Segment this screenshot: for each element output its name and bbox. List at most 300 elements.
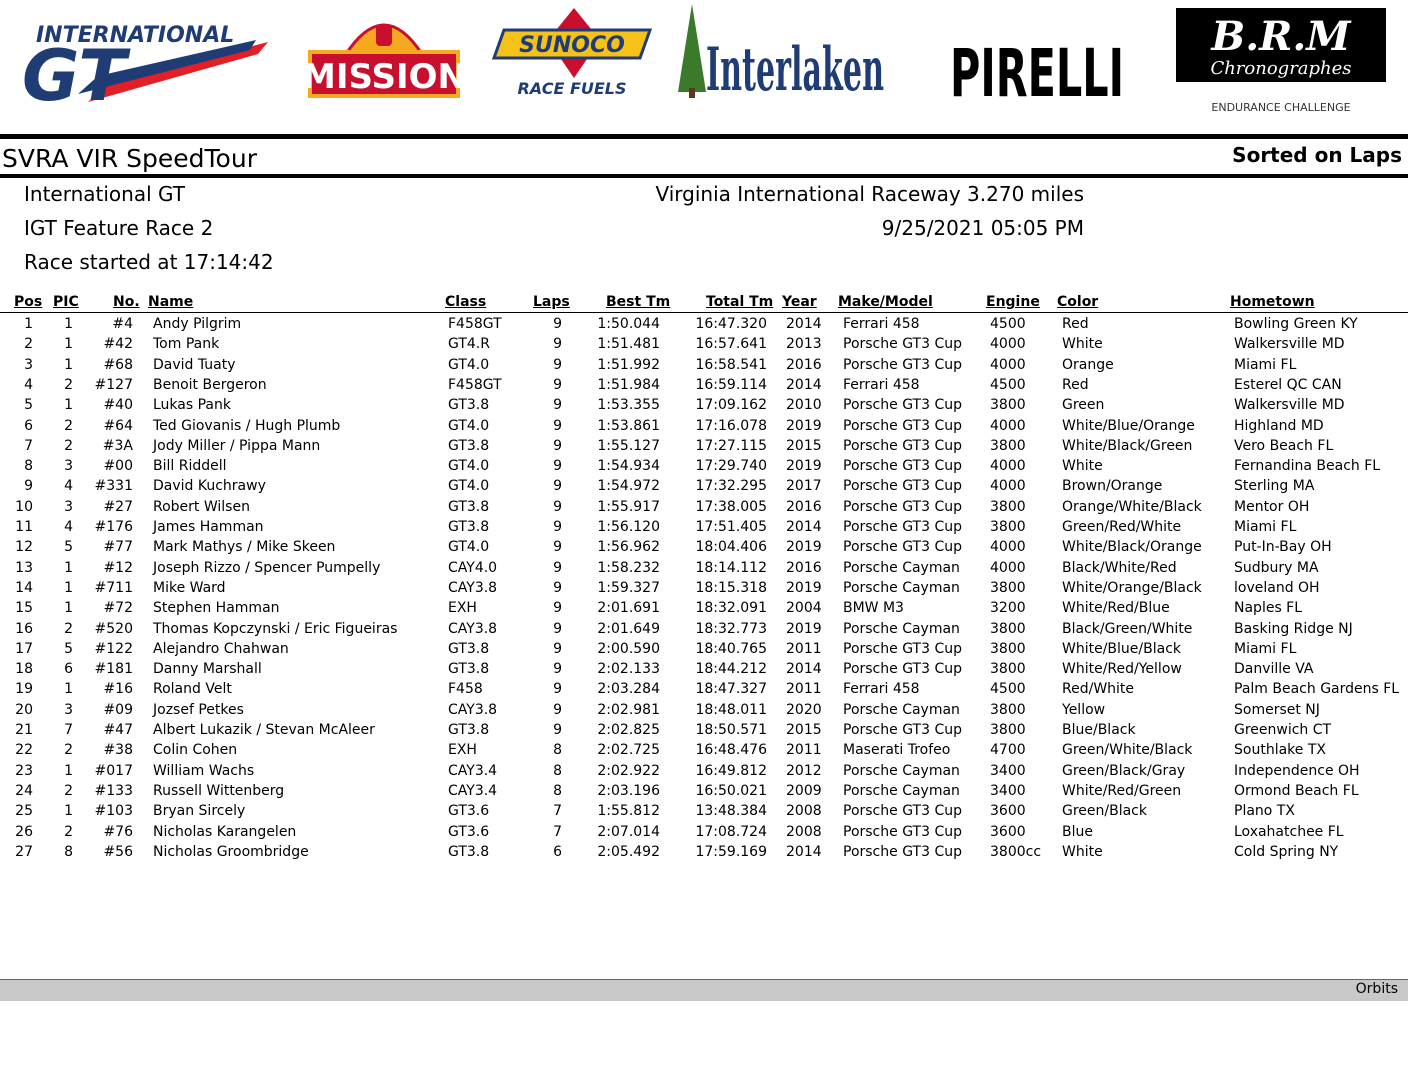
cell-make: Porsche Cayman (843, 620, 960, 637)
table-row (0, 580, 1408, 598)
cell-no: #3A (102, 437, 133, 454)
cell-class: F458GT (448, 316, 502, 332)
cell-color: Green/Black/Gray (1062, 762, 1186, 779)
table-row (0, 763, 1408, 781)
cell-pic: 2 (64, 823, 73, 840)
cell-hometown: Naples FL (1234, 600, 1303, 617)
cell-color: White (1062, 458, 1103, 475)
cell-hometown: Mentor OH (1234, 498, 1310, 515)
cell-year: 2019 (786, 579, 822, 596)
cell-pos: 4 (24, 376, 33, 393)
brm-logo (1176, 8, 1386, 118)
cell-total: 17:29.740 (695, 458, 767, 475)
cell-color: Black/White/Red (1062, 559, 1177, 576)
table-row (0, 600, 1408, 618)
sunoco-subtext: RACE FUELS (517, 79, 627, 98)
cell-no: #09 (103, 701, 133, 718)
table-row (0, 478, 1408, 496)
cell-laps: 9 (553, 336, 562, 353)
cell-name: Joseph Rizzo / Spencer Pumpelly (153, 559, 381, 576)
cell-hometown: Southlake TX (1234, 742, 1326, 759)
cell-color: White/Red/Yellow (1062, 661, 1182, 678)
cell-pic: 8 (64, 843, 73, 860)
cell-make: Porsche GT3 Cup (843, 519, 962, 535)
table-row (0, 621, 1408, 639)
cell-name: Benoit Bergeron (153, 376, 267, 393)
cell-pos: 6 (24, 417, 33, 434)
cell-best: 1:51.481 (597, 336, 660, 353)
cell-pic: 3 (64, 701, 73, 718)
cell-no: #103 (94, 803, 133, 820)
cell-engine: 4500 (990, 681, 1026, 698)
cell-color: Green (1062, 397, 1105, 414)
table-row (0, 316, 1408, 334)
cell-name: Albert Lukazik / Stevan McAleer (153, 722, 375, 738)
cell-best: 1:55.127 (597, 437, 660, 454)
cell-pic: 5 (64, 539, 73, 556)
cell-hometown: Greenwich CT (1234, 722, 1332, 738)
cell-engine: 3600 (990, 803, 1026, 820)
cell-best: 1:56.962 (597, 539, 660, 556)
cell-engine: 4000 (990, 559, 1026, 576)
cell-pic: 2 (64, 437, 73, 454)
cell-no: #56 (103, 843, 133, 860)
cell-engine: 3800 (990, 519, 1026, 535)
cell-total: 17:09.162 (695, 397, 767, 414)
cell-year: 2014 (786, 519, 822, 535)
cell-class: GT4.0 (448, 458, 490, 475)
sort-label: Sorted on Laps (1232, 143, 1402, 167)
cell-total: 18:15.318 (695, 579, 767, 596)
table-row (0, 681, 1408, 699)
cell-name: Roland Velt (153, 681, 232, 698)
cell-hometown: Independence OH (1234, 762, 1360, 779)
cell-laps: 8 (553, 742, 562, 759)
cell-total: 16:48.476 (695, 742, 767, 759)
cell-name: Ted Giovanis / Hugh Plumb (153, 417, 341, 434)
cell-pos: 19 (15, 681, 33, 698)
cell-class: GT4.0 (448, 356, 490, 373)
col-pic: PIC (53, 294, 79, 310)
cell-pic: 3 (64, 498, 73, 515)
cell-no: #017 (94, 762, 133, 779)
cell-make: Porsche GT3 Cup (843, 478, 962, 495)
cell-pos: 7 (24, 437, 33, 454)
cell-year: 2012 (786, 762, 822, 779)
cell-class: GT3.8 (448, 437, 490, 454)
brm-text: B.R.M (1211, 13, 1351, 60)
table-row (0, 397, 1408, 415)
cell-engine: 3200 (990, 600, 1026, 617)
cell-engine: 4000 (990, 336, 1026, 353)
cell-no: #27 (103, 498, 133, 515)
brm-caption: ENDURANCE CHALLENGE (1211, 101, 1351, 114)
brm-subtext: Chronographes (1210, 58, 1352, 79)
cell-name: Jody Miller / Pippa Mann (153, 437, 321, 454)
cell-pos: 11 (15, 519, 33, 535)
cell-hometown: Fernandina Beach FL (1234, 458, 1381, 475)
cell-no: #47 (103, 722, 133, 738)
table-row (0, 641, 1408, 659)
cell-pic: 1 (64, 356, 73, 373)
cell-name: Russell Wittenberg (153, 782, 285, 799)
cell-make: Ferrari 458 (843, 681, 920, 698)
cell-hometown: Cold Spring NY (1234, 843, 1339, 860)
cell-color: White/Blue/Orange (1062, 417, 1195, 434)
cell-best: 1:50.044 (597, 316, 660, 332)
table-row (0, 844, 1408, 862)
cell-pic: 7 (64, 722, 73, 738)
cell-name: Tom Pank (153, 336, 220, 353)
cell-pos: 1 (24, 316, 33, 332)
col-class: Class (445, 294, 487, 310)
col-no: No. (113, 294, 140, 310)
cell-pos: 16 (15, 620, 33, 637)
header-rule (0, 174, 1408, 178)
cell-hometown: Bowling Green KY (1234, 316, 1358, 332)
cell-best: 1:51.984 (597, 376, 660, 393)
cell-best: 1:53.861 (597, 417, 660, 434)
cell-best: 1:59.327 (597, 579, 660, 596)
race-name: IGT Feature Race 2 (24, 216, 214, 240)
cell-pos: 8 (24, 458, 33, 475)
col-color: Color (1057, 294, 1099, 310)
cell-engine: 3800 (990, 661, 1026, 678)
cell-engine: 4000 (990, 458, 1026, 475)
cell-total: 16:49.812 (695, 762, 767, 779)
cell-laps: 9 (553, 458, 562, 475)
footer-text: Orbits (1355, 981, 1398, 997)
cell-year: 2011 (786, 742, 822, 759)
cell-total: 18:32.091 (695, 600, 767, 617)
cell-color: White (1062, 336, 1103, 353)
cell-pic: 1 (64, 397, 73, 414)
cell-pos: 22 (15, 742, 33, 759)
cell-total: 17:38.005 (695, 498, 767, 515)
cell-year: 2019 (786, 620, 822, 637)
cell-name: David Kuchrawy (153, 478, 266, 495)
cell-year: 2014 (786, 316, 822, 332)
mission-text: MISSION (306, 57, 462, 97)
cell-hometown: Palm Beach Gardens FL (1234, 681, 1400, 698)
cell-pic: 2 (64, 742, 73, 759)
cell-engine: 4500 (990, 316, 1026, 332)
cell-pos: 2 (24, 336, 33, 353)
cell-laps: 7 (553, 803, 562, 820)
cell-total: 16:58.541 (695, 356, 767, 373)
cell-hometown: Sudbury MA (1234, 559, 1319, 576)
cell-color: Green/Black (1062, 803, 1147, 820)
table-row (0, 357, 1408, 375)
cell-class: CAY3.4 (448, 762, 498, 779)
cell-pos: 17 (15, 640, 33, 657)
cell-engine: 4500 (990, 376, 1026, 393)
cell-engine: 4000 (990, 478, 1026, 495)
cell-hometown: Plano TX (1234, 803, 1295, 820)
cell-name: Nicholas Groombridge (153, 843, 309, 860)
cell-best: 2:01.649 (597, 620, 660, 637)
table-row (0, 499, 1408, 517)
cell-color: Brown/Orange (1062, 478, 1163, 495)
cell-hometown: Miami FL (1234, 640, 1297, 657)
cell-make: Porsche Cayman (843, 559, 960, 576)
cell-name: Nicholas Karangelen (153, 823, 297, 840)
cell-class: GT3.8 (448, 640, 490, 657)
cell-laps: 9 (553, 437, 562, 454)
sunoco-text: SUNOCO (519, 33, 625, 58)
cell-no: #68 (103, 356, 133, 373)
cell-make: Porsche GT3 Cup (843, 356, 962, 373)
cell-pos: 13 (15, 559, 33, 576)
table-row (0, 539, 1408, 557)
cell-best: 1:58.232 (597, 559, 660, 576)
cell-laps: 9 (553, 539, 562, 556)
cell-hometown: Esterel QC CAN (1234, 376, 1342, 393)
cell-engine: 3800 (990, 437, 1026, 454)
cell-engine: 3400 (990, 782, 1026, 799)
cell-total: 17:51.405 (695, 519, 767, 535)
cell-pos: 18 (15, 661, 33, 678)
col-laps: Laps (533, 294, 570, 310)
cell-make: Porsche GT3 Cup (843, 640, 962, 657)
cell-class: GT4.0 (448, 539, 490, 556)
cell-best: 1:55.917 (597, 498, 660, 515)
page-title: SVRA VIR SpeedTour (2, 144, 257, 173)
cell-class: GT3.8 (448, 397, 490, 414)
cell-make: Porsche GT3 Cup (843, 843, 962, 860)
cell-name: Jozsef Petkes (153, 701, 244, 718)
cell-pic: 1 (64, 316, 73, 332)
cell-class: EXH (448, 600, 477, 617)
cell-hometown: Loxahatchee FL (1234, 823, 1344, 840)
cell-best: 2:03.196 (597, 782, 660, 799)
cell-total: 18:04.406 (695, 539, 767, 556)
cell-best: 2:00.590 (597, 640, 660, 657)
cell-color: Green/White/Black (1062, 742, 1193, 759)
cell-laps: 9 (553, 559, 562, 576)
cell-pic: 4 (64, 478, 73, 495)
table-row (0, 519, 1408, 537)
cell-color: Orange/White/Black (1062, 498, 1202, 515)
cell-class: GT3.8 (448, 722, 490, 738)
cell-hometown: Danville VA (1234, 661, 1314, 678)
cell-total: 17:16.078 (695, 417, 767, 434)
cell-laps: 6 (553, 843, 562, 860)
cell-laps: 9 (553, 417, 562, 434)
cell-make: Porsche Cayman (843, 701, 960, 718)
cell-no: #38 (103, 742, 133, 759)
race-datetime: 9/25/2021 05:05 PM (881, 216, 1084, 240)
cell-name: Bill Riddell (153, 458, 227, 475)
cell-pic: 6 (64, 661, 73, 678)
cell-engine: 3800 (990, 579, 1026, 596)
table-row (0, 377, 1408, 395)
international-gt-logo (18, 14, 270, 110)
cell-hometown: Walkersville MD (1234, 397, 1345, 414)
cell-no: #76 (103, 823, 133, 840)
cell-engine: 3800 (990, 701, 1026, 718)
interlaken-text: Interlaken (706, 35, 884, 100)
series-name: International GT (24, 182, 186, 206)
cell-best: 1:51.992 (597, 356, 660, 373)
cell-make: BMW M3 (843, 600, 904, 617)
cell-year: 2014 (786, 843, 822, 860)
cell-total: 13:48.384 (695, 803, 767, 820)
cell-name: Andy Pilgrim (153, 316, 242, 332)
cell-name: David Tuaty (153, 356, 236, 373)
cell-pic: 1 (64, 762, 73, 779)
cell-class: GT4.R (448, 336, 490, 353)
cell-pic: 2 (64, 782, 73, 799)
cell-hometown: Walkersville MD (1234, 336, 1345, 353)
cell-color: Blue (1062, 823, 1093, 840)
cell-best: 1:56.120 (597, 519, 660, 535)
cell-make: Porsche GT3 Cup (843, 498, 962, 515)
cell-color: White/Black/Green (1062, 437, 1193, 454)
cell-color: Red/White (1062, 681, 1135, 698)
table-row (0, 661, 1408, 679)
cell-best: 2:02.922 (597, 762, 660, 779)
cell-make: Porsche Cayman (843, 579, 960, 596)
cell-name: Bryan Sircely (153, 803, 246, 820)
cell-engine: 4000 (990, 356, 1026, 373)
cell-make: Ferrari 458 (843, 316, 920, 332)
table-row (0, 803, 1408, 821)
cell-pic: 1 (64, 579, 73, 596)
cell-best: 2:03.284 (597, 681, 660, 698)
cell-pos: 15 (15, 600, 33, 617)
interlaken-logo (676, 2, 888, 100)
cell-no: #122 (94, 640, 133, 657)
cell-total: 17:59.169 (695, 843, 767, 860)
cell-year: 2016 (786, 356, 822, 373)
cell-year: 2016 (786, 559, 822, 576)
cell-class: GT3.8 (448, 661, 490, 678)
cell-total: 16:47.320 (695, 316, 767, 332)
cell-total: 18:32.773 (695, 620, 767, 637)
cell-no: #16 (103, 681, 133, 698)
cell-total: 18:50.571 (695, 722, 767, 738)
cell-class: CAY4.0 (448, 559, 498, 576)
cell-engine: 3800 (990, 397, 1026, 414)
cell-make: Porsche GT3 Cup (843, 458, 962, 475)
cell-year: 2010 (786, 397, 822, 414)
cell-make: Porsche GT3 Cup (843, 336, 962, 353)
cell-no: #331 (94, 478, 133, 495)
intl-gt-line1: INTERNATIONAL (36, 23, 235, 48)
cell-total: 16:59.114 (695, 376, 767, 393)
cell-year: 2011 (786, 681, 822, 698)
cell-pos: 12 (15, 539, 33, 556)
cell-make: Porsche GT3 Cup (843, 722, 962, 738)
cell-class: GT3.8 (448, 498, 490, 515)
cell-class: GT4.0 (448, 478, 490, 495)
cell-laps: 9 (553, 701, 562, 718)
cell-no: #127 (94, 376, 133, 393)
table-row (0, 824, 1408, 842)
cell-best: 2:02.981 (597, 701, 660, 718)
cell-year: 2016 (786, 498, 822, 515)
cell-class: GT4.0 (448, 417, 490, 434)
table-row (0, 438, 1408, 456)
cell-year: 2009 (786, 782, 822, 799)
cell-make: Porsche GT3 Cup (843, 417, 962, 434)
cell-year: 2020 (786, 701, 822, 718)
cell-no: #00 (103, 458, 133, 475)
cell-best: 1:54.934 (597, 458, 660, 475)
cell-hometown: Put-In-Bay OH (1234, 539, 1332, 556)
cell-pic: 1 (64, 336, 73, 353)
cell-name: James Hamman (153, 519, 264, 535)
cell-year: 2004 (786, 600, 822, 617)
cell-engine: 3600 (990, 823, 1026, 840)
track-name: Virginia International Raceway 3.270 miles (655, 182, 1084, 206)
cell-laps: 9 (553, 376, 562, 393)
cell-make: Porsche GT3 Cup (843, 803, 962, 820)
col-best: Best Tm (606, 294, 671, 310)
cell-year: 2019 (786, 417, 822, 434)
cell-best: 2:02.825 (597, 722, 660, 738)
cell-name: Mike Ward (153, 579, 226, 596)
cell-pic: 1 (64, 559, 73, 576)
cell-no: #72 (103, 600, 133, 617)
cell-hometown: Vero Beach FL (1234, 437, 1334, 454)
table-row (0, 336, 1408, 354)
cell-pos: 25 (15, 803, 33, 820)
cell-total: 17:08.724 (695, 823, 767, 840)
cell-class: EXH (448, 742, 477, 759)
cell-laps: 8 (553, 782, 562, 799)
col-engine: Engine (986, 294, 1040, 310)
cell-best: 2:02.133 (597, 661, 660, 678)
cell-name: Lukas Pank (153, 397, 231, 414)
results-table-header (0, 294, 1408, 312)
cell-name: Thomas Kopczynski / Eric Figueiras (153, 620, 398, 637)
cell-color: White/Red/Green (1062, 782, 1182, 799)
cell-class: GT3.8 (448, 519, 490, 535)
cell-class: GT3.8 (448, 843, 490, 860)
cell-hometown: Miami FL (1234, 519, 1297, 535)
cell-laps: 9 (553, 600, 562, 617)
cell-pic: 2 (64, 620, 73, 637)
col-hometown: Hometown (1230, 294, 1315, 310)
cell-make: Maserati Trofeo (843, 742, 951, 759)
col-make: Make/Model (838, 294, 933, 310)
cell-pos: 10 (15, 498, 33, 515)
cell-hometown: loveland OH (1234, 579, 1320, 596)
table-row (0, 722, 1408, 740)
table-row (0, 458, 1408, 476)
cell-laps: 9 (553, 397, 562, 414)
cell-pic: 2 (64, 376, 73, 393)
cell-class: F458 (448, 681, 483, 698)
cell-total: 18:14.112 (695, 559, 767, 576)
cell-hometown: Ormond Beach FL (1234, 782, 1359, 799)
cell-hometown: Basking Ridge NJ (1234, 620, 1353, 637)
cell-best: 1:55.812 (597, 803, 660, 820)
cell-year: 2015 (786, 722, 822, 738)
table-row (0, 702, 1408, 720)
cell-make: Porsche GT3 Cup (843, 823, 962, 840)
cell-make: Porsche Cayman (843, 762, 960, 779)
cell-pos: 3 (24, 356, 33, 373)
cell-make: Porsche GT3 Cup (843, 437, 962, 454)
cell-total: 16:50.021 (695, 782, 767, 799)
cell-no: #711 (94, 579, 133, 596)
col-name: Name (148, 294, 194, 310)
cell-pic: 1 (64, 803, 73, 820)
cell-pos: 24 (15, 782, 33, 799)
